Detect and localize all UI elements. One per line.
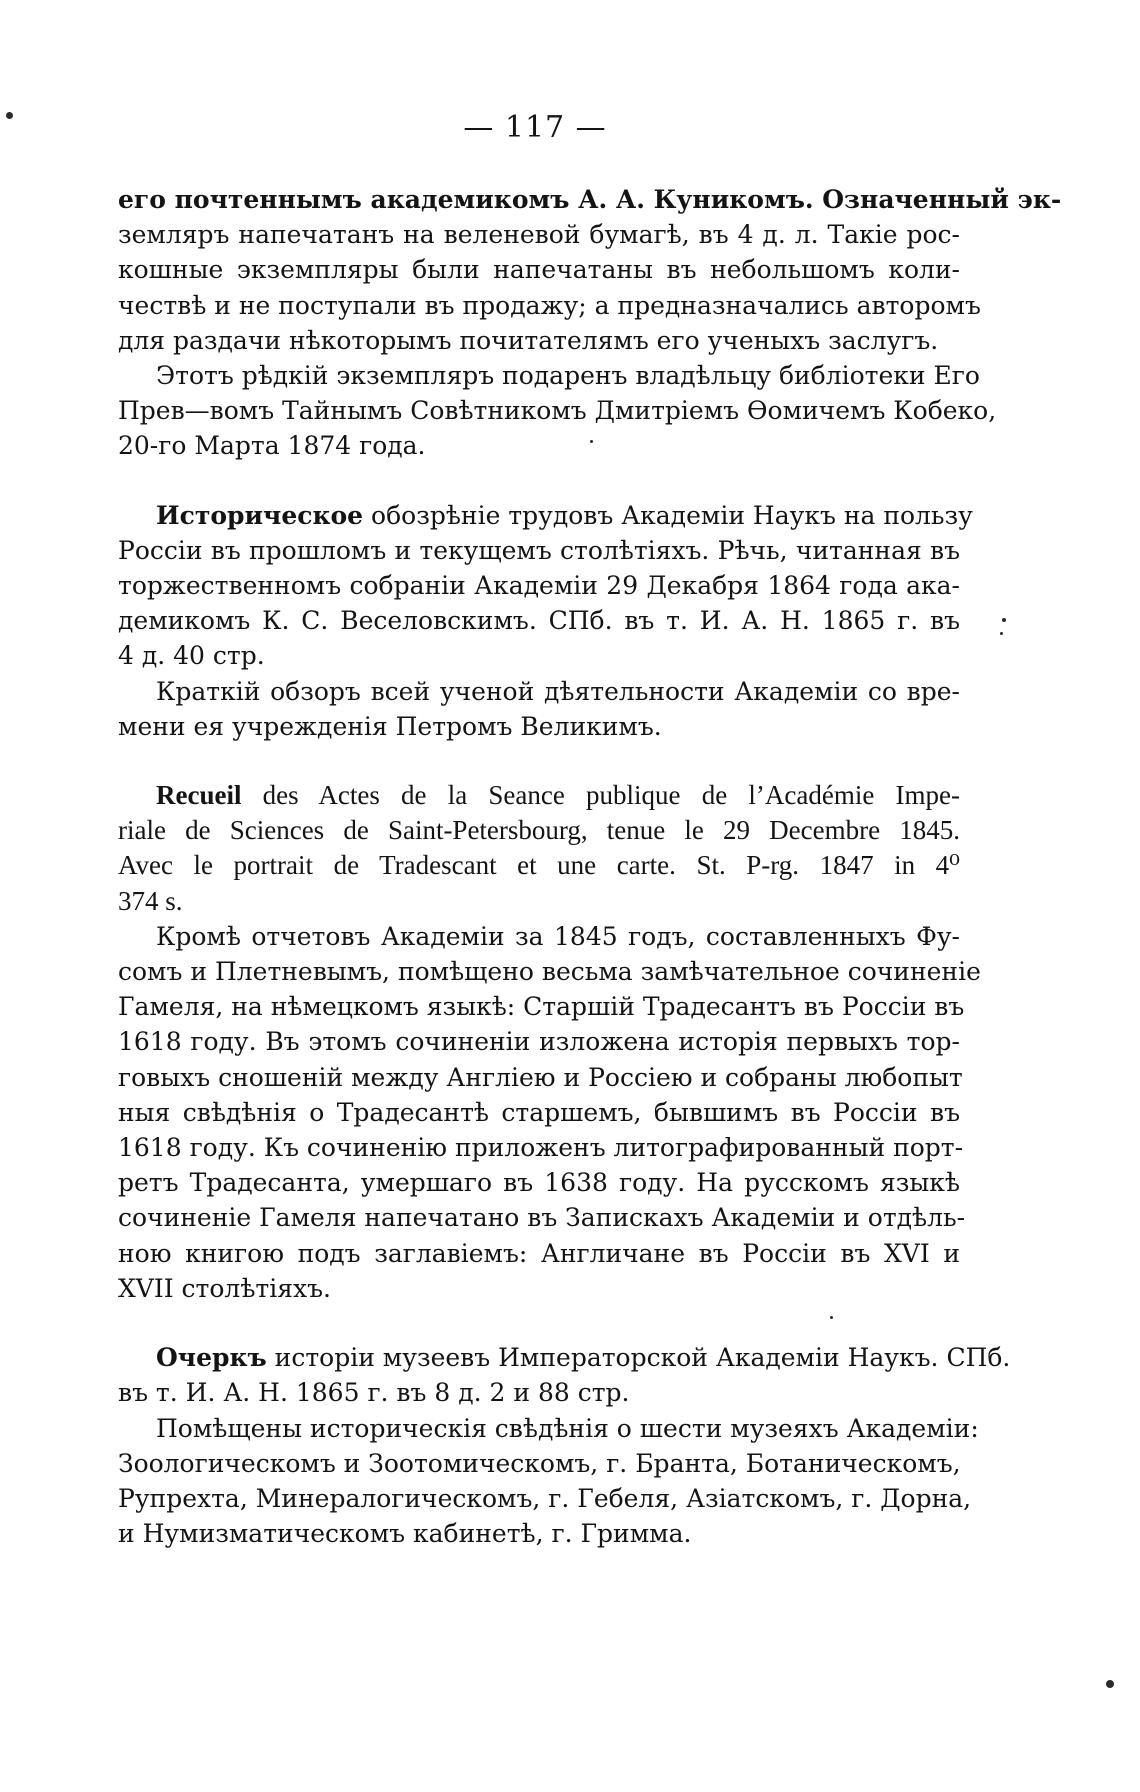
text-line: ныя свѣдѣнія о Традесантѣ старшемъ, бывшимъ въ Россіи въ — [118, 1097, 960, 1127]
entry-title: Историческое — [156, 500, 364, 530]
text-line: сочиненіе Гамеля напечатано въ Запискахъ Академіи и отдѣль- — [118, 1203, 966, 1233]
text-line: Россіи въ прошломъ и текущемъ столѣтіяхъ. Рѣчь, читанная въ — [118, 535, 960, 565]
text-line: кошные экземпляры были напечатаны въ небольшомъ коли- — [118, 255, 960, 285]
text-line: 374 s. — [118, 885, 183, 916]
text-line: чествѣ и не поступали въ продажу; а предназначались авторомъ — [118, 290, 981, 320]
text-line: въ т. И. А. Н. 1865 г. въ 8 д. 2 и 88 стр. — [118, 1378, 630, 1408]
text-line: Помѣщены историческія свѣдѣнія о шести музеяхъ Академіи: — [156, 1413, 979, 1443]
bibliography-entry-recueil — [118, 778, 960, 919]
bibliography-entry-historical-review — [118, 498, 973, 674]
text-line: Кромѣ отчетовъ Академіи за 1845 годъ, составленныхъ Фу- — [156, 921, 960, 951]
text-line — [118, 1340, 1011, 1375]
text-line: ною книгою подъ заглавіемъ: Англичане въ Россіи въ XVI и — [118, 1238, 960, 1268]
text-line: и Нумизматическомъ кабинетѣ, г. Гримма. — [118, 1519, 692, 1549]
text-line: Прев—вомъ Тайнымъ Совѣтникомъ Дмитріемъ Ѳомичемъ Кобеко, — [118, 396, 997, 426]
scan-speck — [590, 440, 593, 443]
paragraph-gift-note — [118, 358, 997, 464]
text-line: riale de Sciences de Saint-Petersbourg, tenue le 29 Decembre 1845. — [118, 815, 960, 846]
text-line: ретъ Традесанта, умершаго въ 1638 году. На русскомъ языкѣ — [118, 1168, 960, 1198]
scan-speck — [830, 1316, 833, 1319]
text-line: Зоологическомъ и Зоотомическомъ, г. Бранта, Ботаническомъ, — [118, 1448, 961, 1478]
text-line: Рупрехта, Минералогическомъ, г. Гебеля, Азіатскомъ, г. Дорна, — [118, 1483, 972, 1513]
text-line: Гамеля, на нѣмецкомъ языкѣ: Старшій Традесантъ въ Россіи въ — [118, 992, 965, 1022]
text-line: 1618 году. Въ этомъ сочиненіи изложена исторія первыхъ тор- — [118, 1027, 960, 1057]
section-gap — [118, 464, 960, 498]
section-gap — [118, 1306, 960, 1340]
text-line: демикомъ К. С. Веселовскимъ. СПб. въ т. И. А. Н. 1865 г. въ — [118, 606, 960, 636]
entry-title-rest: des Actes de la Seance publique de l’Académie Impe- — [241, 780, 960, 811]
paragraph-annotation — [118, 674, 960, 744]
text-line: для раздачи нѣкоторымъ почитателямъ его ученыхъ заслугъ. — [118, 325, 939, 355]
paragraph-annotation — [118, 1411, 979, 1552]
text-line: мени ея учрежденія Петромъ Великимъ. — [118, 711, 662, 741]
text-line: XVII столѣтіяхъ. — [118, 1273, 331, 1303]
page-body — [118, 182, 1062, 1551]
entry-title-rest: исторіи музеевъ Императорской Академіи Наукъ. СПб. — [266, 1343, 1011, 1373]
text-line: его почтеннымъ академикомъ А. А. Куникомъ. Означенный эк- — [118, 185, 1062, 214]
scan-speck — [1002, 618, 1006, 622]
text-line — [118, 778, 960, 813]
page-number: — 117 — — [463, 110, 607, 145]
text-line: сомъ и Плетневымъ, помѣщено весьма замѣчательное сочиненіе — [118, 957, 981, 987]
text-line: говыхъ сношеній между Англіею и Россіею и собраны любопыт — [118, 1062, 963, 1092]
text-line: Этотъ рѣдкій экземпляръ подаренъ владѣльцу библіотеки Его — [156, 361, 980, 391]
text-line: земляръ напечатанъ на веленевой бумагѣ, въ 4 д. л. Такіе рос- — [118, 220, 960, 250]
bibliography-entry-museums — [118, 1340, 1011, 1410]
text-line: Краткій обзоръ всей ученой дѣятельности Академіи со вре- — [156, 676, 960, 706]
paragraph-annotation — [118, 919, 981, 1306]
text-line: Avec le portrait de Tradescant et une carte. St. P-rg. 1847 in 4⁰ — [118, 850, 960, 881]
text-line: 4 д. 40 стр. — [118, 641, 265, 671]
scan-speck — [6, 112, 13, 119]
section-gap — [118, 744, 960, 778]
scan-speck — [1000, 632, 1003, 635]
text-line: 20-го Марта 1874 года. — [118, 431, 426, 461]
text-line: торжественномъ собраніи Академіи 29 Декабря 1864 года ака- — [118, 571, 960, 601]
text-line: 1618 году. Къ сочиненію приложенъ литографированный порт- — [118, 1133, 964, 1163]
entry-title: Recueil — [156, 780, 242, 811]
text-line — [118, 498, 973, 533]
paragraph-continuation — [118, 182, 1062, 358]
scan-speck — [1106, 1680, 1114, 1688]
entry-title: Очеркъ — [156, 1343, 267, 1373]
entry-title-rest: обозрѣніе трудовъ Академіи Наукъ на пользу — [363, 500, 973, 530]
